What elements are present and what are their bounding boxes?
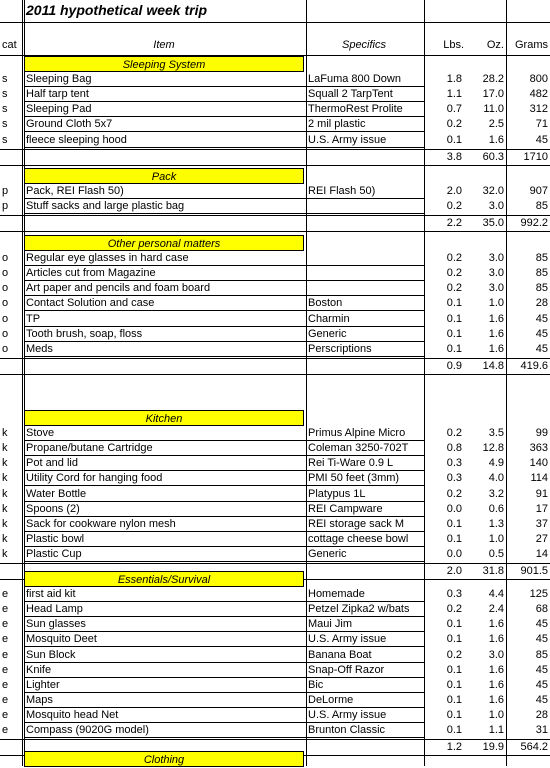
sheet-title: 2011 hypothetical week trip [26,2,208,18]
cell-specifics[interactable]: U.S. Army issue [308,633,387,646]
cell-grams[interactable]: 68 [535,603,548,616]
cell-lbs[interactable]: 0.2 [446,252,462,264]
cell-item[interactable]: Meds [26,342,53,355]
cell-grams[interactable]: 99 [535,427,548,439]
cell-grams[interactable]: 45 [535,618,548,631]
cell-specifics[interactable]: Homemade [308,588,365,600]
cell-cat[interactable]: e [2,588,9,600]
cell-specifics[interactable] [308,199,422,214]
cell-item[interactable]: Plastic Cup [26,548,82,560]
section-header: Other personal matters [24,235,304,251]
cell-oz[interactable]: 4.4 [488,588,504,600]
cell-grams[interactable]: 91 [535,487,548,500]
cell-specifics[interactable]: 2 mil plastic [308,118,366,131]
cell-cat[interactable]: o [2,282,9,295]
cell-grams[interactable]: 28 [535,297,548,310]
section-header: Sleeping System [24,56,304,72]
row-underline [24,147,424,148]
cell-lbs[interactable]: 0.2 [446,487,462,500]
cell-item[interactable]: Sun glasses [26,618,86,631]
cell-oz[interactable]: 3.2 [488,487,504,500]
cell-item[interactable]: Half tarp tent [26,88,89,101]
cell-item[interactable]: first aid kit [26,588,76,600]
cell-specifics[interactable]: Petzel Zipka2 w/bats [308,603,410,616]
cell-lbs[interactable]: 0.1 [446,724,462,737]
grid-vline [24,0,25,766]
cell-oz[interactable]: 3.5 [488,427,504,439]
total-oz[interactable]: 60.3 [482,150,504,163]
total-grams[interactable]: 1710 [523,150,548,163]
total-oz[interactable]: 19.9 [482,741,504,754]
cell-oz[interactable]: 17.0 [482,88,504,101]
total-lbs[interactable]: 2.2 [446,217,462,230]
section-header: Pack [24,168,304,184]
cell-cat[interactable]: e [2,603,9,616]
cell-specifics[interactable]: Banana Boat [308,648,372,661]
cell-grams[interactable]: 140 [529,457,548,470]
cell-lbs[interactable]: 0.1 [446,633,462,646]
cell-grams[interactable]: 27 [535,532,548,545]
cell-oz[interactable]: 32.0 [482,185,504,197]
cell-oz[interactable]: 2.4 [488,603,504,616]
cell-cat[interactable]: k [2,502,8,515]
cell-grams[interactable]: 31 [535,724,548,737]
section-header: Clothing [24,751,304,767]
cell-oz[interactable]: 0.5 [488,548,504,560]
cell-item[interactable]: Lighter [26,678,60,691]
cell-specifics[interactable] [308,281,422,296]
cell-oz[interactable]: 1.1 [488,724,504,737]
cell-specifics[interactable]: Charmin [308,312,350,325]
total-oz[interactable]: 31.8 [482,565,504,578]
row-underline [24,737,424,738]
cell-lbs[interactable]: 0.1 [446,297,462,310]
cell-lbs[interactable]: 0.2 [446,267,462,280]
cell-grams[interactable]: 45 [535,327,548,340]
section-header: Kitchen [24,410,304,426]
cell-specifics[interactable]: REI Flash 50) [308,185,376,197]
cell-oz[interactable]: 3.0 [488,200,504,213]
cell-specifics[interactable]: Rei Ti-Ware 0.9 L [308,457,394,470]
total-lbs[interactable]: 1.2 [446,741,462,754]
cell-specifics[interactable]: cottage cheese bowl [308,532,409,545]
cell-specifics[interactable]: Perscriptions [308,342,372,355]
cell-grams[interactable]: 37 [535,517,548,530]
cell-oz[interactable]: 1.0 [488,297,504,310]
cell-oz[interactable]: 1.6 [488,342,504,355]
cell-cat[interactable]: e [2,693,9,706]
cell-oz[interactable]: 3.0 [488,267,504,280]
row-underline [24,213,424,214]
cell-cat[interactable]: s [2,88,8,101]
total-grams[interactable]: 992.2 [520,217,548,230]
cell-cat[interactable]: k [2,532,8,545]
cell-item[interactable]: Head Lamp [26,603,83,616]
cell-grams[interactable]: 45 [535,693,548,706]
cell-item[interactable]: Sack for cookware nylon mesh [26,517,176,530]
cell-grams[interactable]: 45 [535,663,548,676]
col-header-oz: Oz. [486,39,504,51]
cell-oz[interactable]: 1.6 [488,133,504,146]
cell-item[interactable]: Plastic bowl [26,532,85,545]
cell-grams[interactable]: 363 [529,442,548,455]
cell-grams[interactable]: 85 [535,252,548,264]
cell-grams[interactable]: 17 [535,502,548,515]
cell-item[interactable]: Regular eye glasses in hard case [26,252,189,264]
cell-lbs[interactable]: 1.1 [446,88,462,101]
cell-cat[interactable]: s [2,103,8,116]
total-grams[interactable]: 564.2 [520,741,548,754]
total-oz[interactable]: 35.0 [482,217,504,230]
cell-specifics[interactable]: ThermoRest Prolite [308,103,403,116]
cell-specifics[interactable]: Platypus 1L [308,487,366,500]
cell-cat[interactable]: e [2,678,9,691]
cell-lbs[interactable]: 0.2 [446,427,462,439]
cell-oz[interactable]: 1.3 [488,517,504,530]
col-header-specifics: Specifics [341,39,387,51]
cell-lbs[interactable]: 0.1 [446,663,462,676]
cell-item[interactable]: TP [26,312,41,325]
cell-cat[interactable]: e [2,709,9,721]
cell-lbs[interactable]: 2.0 [446,185,462,197]
col-header-item: Item [153,39,175,51]
cell-cat[interactable]: s [2,118,8,131]
cell-grams[interactable]: 14 [535,548,548,560]
cell-grams[interactable]: 85 [535,648,548,661]
cell-cat[interactable]: e [2,648,9,661]
cell-lbs[interactable]: 0.1 [446,532,462,545]
cell-grams[interactable]: 114 [530,472,548,485]
cell-specifics[interactable]: Generic [308,327,347,340]
cell-cat[interactable]: k [2,472,8,485]
cell-item[interactable]: Mosquito Deet [26,633,97,646]
cell-specifics[interactable]: Squall 2 TarpTent [308,88,393,101]
cell-lbs[interactable]: 0.2 [446,200,462,213]
col-header-cat: cat [2,39,17,51]
cell-specifics[interactable]: REI Campware [308,502,383,515]
cell-item[interactable]: Articles cut from Magazine [26,267,156,280]
cell-specifics[interactable]: Generic [308,548,347,560]
cell-specifics[interactable]: Maui Jim [308,618,353,631]
cell-oz[interactable]: 1.6 [488,327,504,340]
cell-oz[interactable]: 3.0 [488,282,504,295]
cell-grams[interactable]: 45 [535,342,548,355]
cell-lbs[interactable]: 0.1 [446,618,462,631]
cell-oz[interactable]: 12.8 [482,442,504,455]
section-end-line [0,165,550,166]
cell-lbs[interactable]: 0.2 [446,118,462,131]
total-lbs[interactable]: 3.8 [446,150,462,163]
cell-cat[interactable]: e [2,663,9,676]
cell-oz[interactable]: 2.5 [488,118,504,131]
cell-grams[interactable]: 45 [535,678,548,691]
cell-specifics[interactable]: PMI 50 feet (3mm) [308,472,400,485]
cell-cat[interactable]: k [2,427,8,439]
cell-item[interactable]: Sun Block [26,648,76,661]
cell-cat[interactable]: o [2,327,9,340]
cell-lbs[interactable]: 0.3 [446,588,462,600]
cell-lbs[interactable]: 0.1 [446,693,462,706]
cell-oz[interactable]: 3.0 [488,648,504,661]
cell-grams[interactable]: 125 [529,588,548,600]
cell-cat[interactable]: k [2,548,8,560]
cell-specifics[interactable]: Brunton Classic [308,724,386,737]
cell-cat[interactable]: e [2,633,9,646]
cell-lbs[interactable]: 1.8 [446,73,462,85]
total-lbs[interactable]: 2.0 [446,565,462,578]
cell-specifics[interactable]: U.S. Army issue [308,133,387,146]
cell-item[interactable]: Art paper and pencils and foam board [26,282,211,295]
total-grams[interactable]: 901.5 [520,565,548,578]
cell-lbs[interactable]: 0.0 [446,548,462,560]
cell-item[interactable]: Knife [26,663,52,676]
cell-grams[interactable]: 71 [535,118,548,131]
cell-item[interactable]: Pot and lid [26,457,78,470]
cell-lbs[interactable]: 0.2 [446,648,462,661]
cell-item[interactable]: Spoons (2) [26,502,80,515]
cell-item[interactable]: Ground Cloth 5x7 [26,118,113,131]
cell-cat[interactable]: o [2,252,9,264]
cell-item[interactable]: Contact Solution and case [26,297,155,310]
cell-grams[interactable]: 85 [535,282,548,295]
row-underline [24,561,424,562]
cell-cat[interactable]: o [2,312,9,325]
cell-oz[interactable]: 1.0 [488,709,504,721]
cell-grams[interactable]: 85 [535,267,548,280]
cell-specifics[interactable] [308,251,422,266]
cell-lbs[interactable]: 0.0 [446,502,462,515]
cell-specifics[interactable]: U.S. Army issue [308,709,387,721]
cell-cat[interactable]: s [2,73,8,85]
section-header: Essentials/Survival [24,571,304,587]
cell-lbs[interactable]: 0.1 [446,709,462,721]
cell-grams[interactable]: 907 [529,185,548,197]
cell-lbs[interactable]: 0.2 [446,282,462,295]
cell-grams[interactable]: 45 [535,633,548,646]
cell-grams[interactable]: 312 [529,103,548,116]
cell-cat[interactable]: p [2,200,9,213]
cell-item[interactable]: Sleeping Bag [26,73,92,85]
cell-cat[interactable]: o [2,342,9,355]
cell-grams[interactable]: 28 [535,709,548,721]
cell-oz[interactable]: 1.6 [488,312,504,325]
cell-lbs[interactable]: 0.1 [446,312,462,325]
cell-cat[interactable]: s [2,133,8,146]
cell-cat[interactable]: k [2,457,8,470]
cell-oz[interactable]: 0.6 [488,502,504,515]
cell-item[interactable]: Propane/butane Cartridge [26,442,153,455]
cell-cat[interactable]: k [2,517,8,530]
cell-grams[interactable]: 45 [535,133,548,146]
cell-lbs[interactable]: 0.8 [446,442,462,455]
cell-cat[interactable]: p [2,185,9,197]
cell-item[interactable]: Utility Cord for hanging food [26,472,163,485]
cell-item[interactable]: Tooth brush, soap, floss [26,327,143,340]
cell-oz[interactable]: 1.0 [488,532,504,545]
cell-oz[interactable]: 1.6 [488,693,504,706]
col-header-grams: Grams [515,39,548,51]
cell-lbs[interactable]: 0.1 [446,342,462,355]
section-end-line [0,231,550,232]
cell-oz[interactable]: 1.6 [488,633,504,646]
title-divider [0,22,550,23]
cell-grams[interactable]: 800 [529,73,548,85]
cell-cat[interactable]: e [2,724,9,737]
cell-oz[interactable]: 1.6 [488,618,504,631]
cell-lbs[interactable]: 0.1 [446,133,462,146]
cell-oz[interactable]: 28.2 [482,73,504,85]
cell-item[interactable]: Sleeping Pad [26,103,92,116]
cell-cat[interactable]: o [2,267,9,280]
cell-specifics[interactable] [308,266,422,281]
cell-oz[interactable]: 3.0 [488,252,504,264]
cell-item[interactable]: Compass (9020G model) [26,724,149,737]
cell-specifics[interactable]: DeLorme [308,693,354,706]
cell-specifics[interactable]: Boston [308,297,343,310]
cell-lbs[interactable]: 0.2 [446,603,462,616]
cell-lbs[interactable]: 0.1 [446,327,462,340]
cell-item[interactable]: Stove [26,427,55,439]
cell-item[interactable]: Pack, REI Flash 50) [26,185,124,197]
cell-lbs[interactable]: 0.1 [446,517,462,530]
cell-cat[interactable]: k [2,442,8,455]
cell-grams[interactable]: 482 [529,88,548,101]
cell-cat[interactable]: k [2,487,8,500]
grid-vline [306,0,307,766]
cell-oz[interactable]: 1.6 [488,678,504,691]
cell-lbs[interactable]: 0.7 [446,103,462,116]
cell-specifics[interactable]: Snap-Off Razor [308,663,385,676]
section-end-line [0,374,550,375]
cell-oz[interactable]: 11.0 [483,103,504,116]
cell-grams[interactable]: 85 [535,200,548,213]
cell-specifics[interactable]: LaFuma 800 Down [308,73,401,85]
cell-cat[interactable]: e [2,618,9,631]
cell-item[interactable]: Stuff sacks and large plastic bag [26,200,185,213]
cell-lbs[interactable]: 0.3 [446,457,462,470]
cell-lbs[interactable]: 0.3 [446,472,462,485]
cell-item[interactable]: Maps [26,693,53,706]
total-grams[interactable]: 419.6 [520,359,548,372]
total-oz[interactable]: 14.8 [482,359,504,372]
cell-lbs[interactable]: 0.1 [446,678,462,691]
total-lbs[interactable]: 0.9 [446,359,462,372]
row-underline [24,356,424,357]
col-header-lbs: Lbs. [443,39,464,51]
cell-specifics[interactable]: Coleman 3250-702T [308,442,409,455]
cell-specifics[interactable]: REI storage sack M [308,517,404,530]
cell-item[interactable]: Water Bottle [26,487,87,500]
cell-oz[interactable]: 1.6 [488,663,504,676]
cell-item[interactable]: fleece sleeping hood [26,133,127,146]
cell-grams[interactable]: 45 [535,312,548,325]
cell-cat[interactable]: o [2,297,9,310]
cell-specifics[interactable]: Bic [308,678,324,691]
cell-specifics[interactable]: Primus Alpine Micro [308,427,406,439]
cell-oz[interactable]: 4.0 [488,472,504,485]
grid-vline [22,0,23,766]
cell-oz[interactable]: 4.9 [488,457,504,470]
cell-item[interactable]: Mosquito head Net [26,709,119,721]
